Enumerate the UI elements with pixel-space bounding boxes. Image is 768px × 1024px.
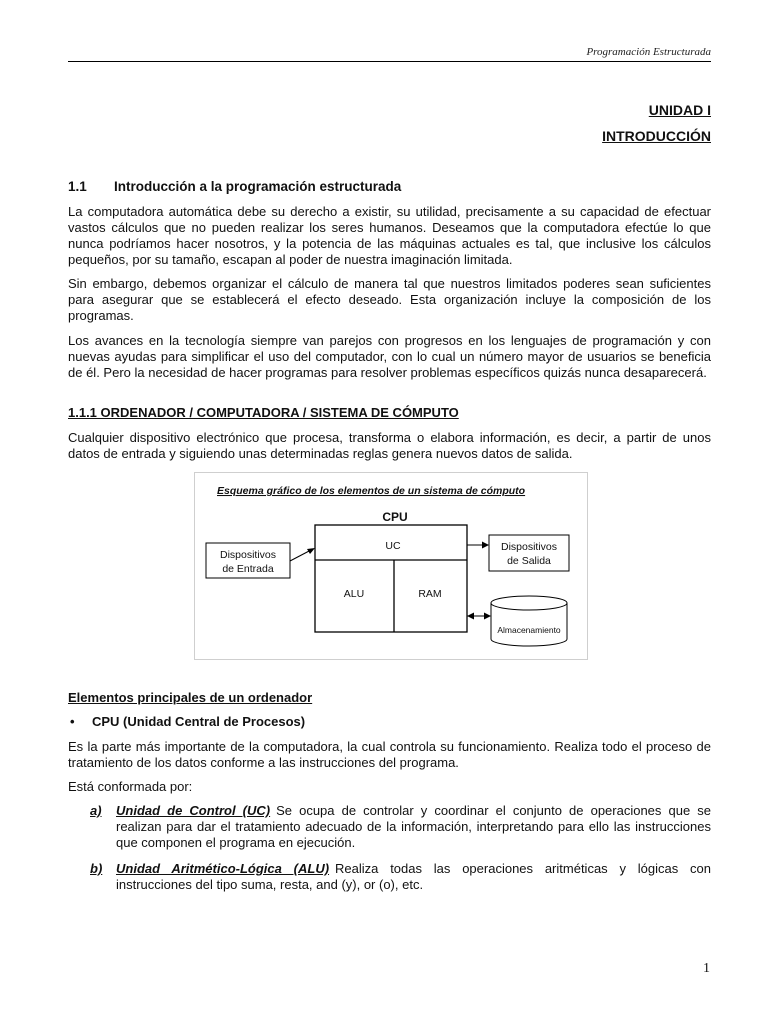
paragraph-1: La computadora automática debe su derecho a existir, su utilidad, precisamente a su capacidad de efectuar vastos cálculos que no pueden realizar los seres humanos. Deseamos que la computadora efectúe lo que nunca podríamos hacer nosotros, y la potencia de las máquinas actuales es tal, que inclusive los cálculos pequeños, por su tamaño, escapan al poder de nuestra imaginación limitada. [68,204,711,267]
list-term: Unidad Aritmético-Lógica (ALU) [116,861,330,876]
page-number: 1 [703,961,710,976]
storage-cylinder-top [491,596,567,610]
section-1-1-1-heading: 1.1.1 ORDENADOR / COMPUTADORA / SISTEMA DE CÓMPUTO [68,405,459,420]
diagram-caption: Esquema gráfico de los elementos de un sistema de cómputo [217,485,526,497]
cpu-description: Es la parte más importante de la computadora, la cual controla su funcionamiento. Realiza todo el proceso de tratamiento de los datos conforme a las instrucciones del programa. [68,739,711,770]
bullet-cpu [68,714,711,730]
section-1-1-heading [68,179,711,195]
storage-label: Almacenamiento [497,625,561,635]
storage-arrow-head-left [467,613,474,620]
header-rule [68,61,711,62]
input-devices-label-1: Dispositivos [219,549,277,561]
bullet-cpu-label: CPU (Unidad Central de Procesos) [92,714,306,729]
output-devices-label-1: Dispositivos [500,541,558,553]
list-term: Unidad de Control (UC) [116,803,271,818]
unit-number: UNIDAD I [648,102,711,118]
bullet-dot-icon: • [70,714,75,729]
list-item-uc [90,803,711,851]
running-head: Programación Estructurada [586,46,711,58]
composed-of-text: Está conformada por: [68,779,193,794]
computer-system-diagram [194,472,588,660]
uc-label: UC [385,540,401,552]
section-title: Introducción a la programación estructurada [114,179,402,194]
ram-label: RAM [418,588,442,600]
list-text: Se ocupa de controlar y coordinar el conjunto de operaciones que se realizan para dar el tratamiento adecuado de la información, interpretando para ello las instrucciones que componen el programa en ejecución. [116,803,711,850]
output-arrow-head [482,542,489,549]
input-arrow-head [307,548,315,554]
list-marker: a) [90,803,102,818]
output-devices-label-2: de Salida [507,555,551,567]
section-number: 1.1 [68,179,87,194]
paragraph-computer-definition: Cualquier dispositivo electrónico que procesa, transforma o elabora información, es decir, a partir de unos datos de entrada y siguiendo unas determinadas reglas genera nuevos datos de salida. [68,430,711,461]
input-arrow [290,550,311,561]
list-marker: b) [90,861,103,876]
storage-arrow-head-right [484,613,491,620]
list-item-alu [90,861,711,893]
unit-title: INTRODUCCIÓN [602,128,711,144]
list-text: Realiza todas las operaciones aritméticas y lógicas con instrucciones del tipo suma, resta, and (y), or (o), etc. [116,861,711,892]
paragraph-3: Los avances en la tecnología siempre van parejos con progresos en los lenguajes de programación y con nuevas ayudas para simplificar el uso del computador, con lo cual un número mayor de usuarios se beneficia de él. Pero la necesidad de hacer programas para resolver problemas específicos quizás nunca desaparecerá. [68,333,711,380]
cpu-label: CPU [382,510,408,524]
input-devices-label-2: de Entrada [222,563,274,575]
alu-label: ALU [343,588,365,600]
paragraph-2: Sin embargo, debemos organizar el cálculo de manera tal que nuestros limitados poderes sean suficientes para asegurar que se establecerá el efecto deseado. Esta organización incluye la composición de los programas. [68,276,711,323]
elements-heading: Elementos principales de un ordenador [68,690,313,705]
